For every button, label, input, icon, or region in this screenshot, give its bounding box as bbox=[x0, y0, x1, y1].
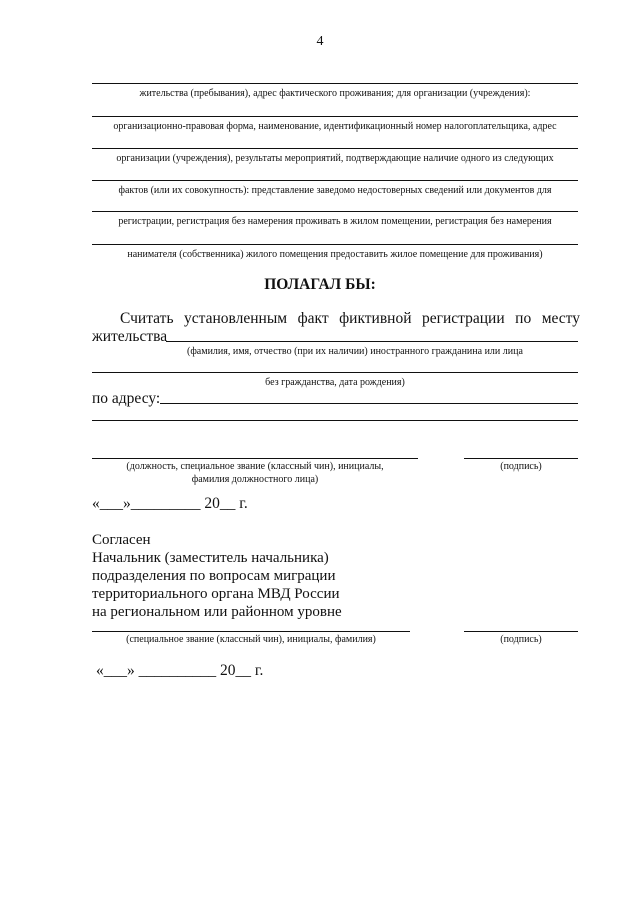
agreement-line: территориального органа МВД России bbox=[92, 586, 340, 602]
agreement-line: Начальник (заместитель начальника) bbox=[92, 550, 329, 566]
conclusion-line-2: жительства bbox=[92, 328, 168, 345]
caption-signature: (подпись) bbox=[500, 461, 542, 472]
agreement-line: на региональном или районном уровне bbox=[92, 604, 342, 620]
address-label: по адресу: bbox=[92, 390, 161, 407]
fill-line bbox=[92, 211, 578, 212]
fill-line bbox=[92, 244, 578, 245]
caption-signature-2: (подпись) bbox=[500, 634, 542, 645]
caption-line: регистрации, регистрация без намерения проживать в жилом помещении, регистрация без намерения bbox=[118, 216, 552, 227]
caption-position-2: фамилия должностного лица) bbox=[191, 474, 319, 485]
fill-line bbox=[92, 420, 578, 421]
conclusion-line-1: Считать установленным факт фиктивной регистрации по месту bbox=[120, 310, 580, 327]
fill-line bbox=[92, 372, 578, 373]
caption-rank: (специальное звание (классный чин), инициалы, фамилия) bbox=[126, 634, 376, 645]
fill-line bbox=[92, 83, 578, 84]
date-line-1: «___»_________ 20__ г. bbox=[92, 495, 248, 512]
date-line-2: «___» __________ 20__ г. bbox=[96, 662, 264, 679]
signature-line bbox=[464, 458, 578, 459]
rank-line bbox=[92, 631, 410, 632]
section-heading: ПОЛАГАЛ БЫ: bbox=[264, 276, 376, 293]
fill-line bbox=[92, 116, 578, 117]
caption-line: нанимателя (собственника) жилого помещения предоставить жилое помещение для проживания) bbox=[127, 249, 543, 260]
caption-position-1: (должность, специальное звание (классный чин), инициалы, bbox=[126, 461, 384, 472]
fill-line bbox=[92, 180, 578, 181]
position-line bbox=[92, 458, 418, 459]
caption-line: фактов (или их совокупность): представление заведомо недостоверных сведений или документов для bbox=[118, 185, 552, 196]
page-number: 4 bbox=[316, 34, 324, 49]
agreement-line: Согласен bbox=[92, 532, 151, 548]
fill-line bbox=[166, 341, 578, 342]
fill-line bbox=[160, 403, 578, 404]
caption-fio: (фамилия, имя, отчество (при их наличии) иностранного гражданина или лица bbox=[187, 346, 523, 357]
agreement-line: подразделения по вопросам миграции bbox=[92, 568, 336, 584]
signature-line bbox=[464, 631, 578, 632]
caption-line: организационно-правовая форма, наименование, идентификационный номер налогоплательщика, адрес bbox=[113, 121, 557, 132]
fill-line bbox=[92, 148, 578, 149]
caption-line: жительства (пребывания), адрес фактического проживания; для организации (учреждения): bbox=[139, 88, 531, 99]
caption-line: организации (учреждения), результаты мероприятий, подтверждающие наличие одного из следующих bbox=[116, 153, 554, 164]
caption-birth: без гражданства, дата рождения) bbox=[265, 377, 405, 388]
